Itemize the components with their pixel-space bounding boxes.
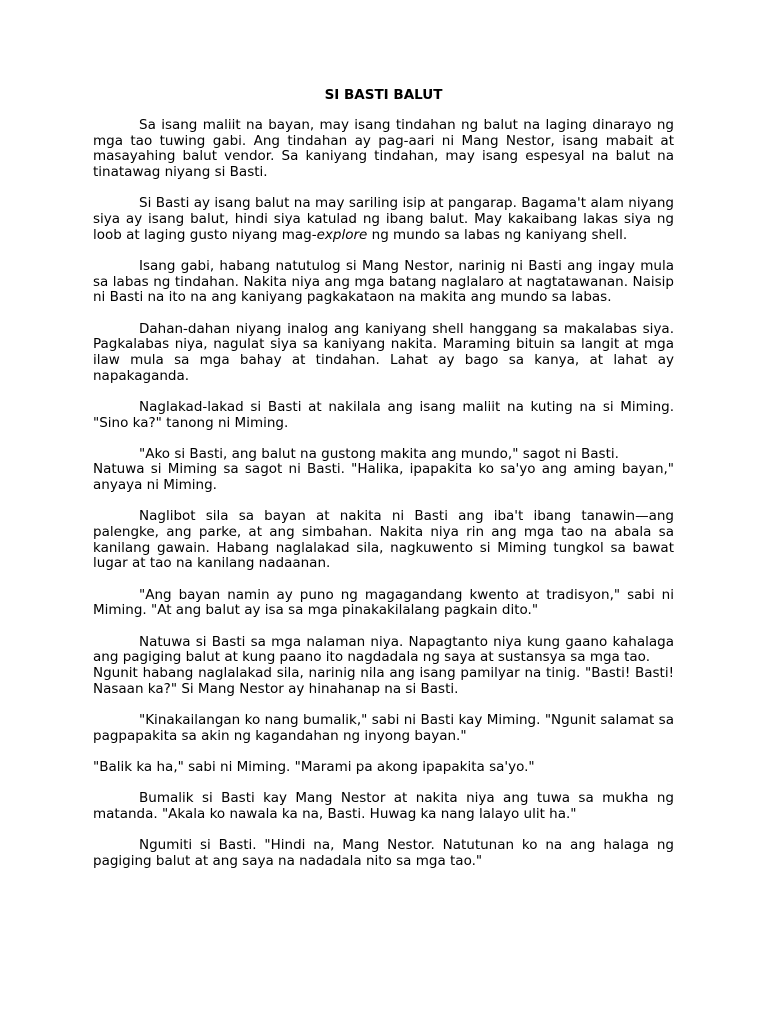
paragraph-12-text: "Balik ka ha," sabi ni Miming. "Marami pa akong ipapakita sa'yo." — [93, 758, 535, 775]
paragraph-6-rest: Natuwa si Miming sa sagot ni Basti. "Halika, ipapakita ko sa'yo ang aming bayan," anyaya ni Miming. — [93, 461, 674, 494]
paragraph-14-text: Ngumiti si Basti. "Hindi na, Mang Nestor. Natutunan ko na ang halaga ng pagiging balut at ang saya na nadadala nito sa mga tao." — [93, 836, 674, 869]
paragraph-2-italic-word: explore — [316, 226, 368, 243]
paragraph-7 — [93, 509, 674, 572]
paragraph-14 — [93, 838, 674, 869]
paragraph-6 — [93, 447, 674, 494]
paragraph-1-text: Sa isang maliit na bayan, may isang tindahan ng balut na laging dinarayo ng mga tao tuwing gabi. Ang tindahan ay pag-aari ni Mang Nestor, isang mabait at masayahing balut vendor. Sa kaniyang tindahan, may isang espesyal na balut na tinatawag niyang si Basti. — [93, 117, 674, 181]
paragraph-5 — [93, 400, 674, 431]
paragraph-2-text-end: ng mundo sa labas ng kaniyang shell. — [367, 226, 628, 243]
paragraph-12 — [93, 760, 674, 776]
paragraph-11 — [93, 713, 674, 744]
paragraph-2 — [93, 196, 674, 243]
paragraph-2-text — [93, 196, 674, 243]
paragraph-2-text-start: Si Basti ay isang balut na may sariling isip at pangarap. Bagama't alam niyang siya ay isang balut, hindi siya katulad ng ibang balut. May kakaibang lakas siya ng loob at laging gusto niyang mag- — [93, 195, 674, 243]
paragraph-3 — [93, 259, 674, 306]
paragraph-6-first-line: "Ako si Basti, ang balut na gustong makita ang mundo," sagot ni Basti. — [139, 445, 619, 462]
paragraph-13 — [93, 791, 674, 822]
paragraph-5-text: Naglakad-lakad si Basti at nakilala ang isang maliit na kuting na si Miming. "Sino ka?" tanong ni Miming. — [93, 398, 674, 431]
paragraph-9 — [93, 635, 674, 666]
paragraph-9-text: Natuwa si Basti sa mga nalaman niya. Napagtanto niya kung gaano kahalaga ang pagiging balut at kung paano ito nagdadala ng saya at sustansya sa mga tao. — [93, 633, 674, 666]
paragraph-4 — [93, 322, 674, 385]
paragraph-11-text: "Kinakailangan ko nang bumalik," sabi ni Basti kay Miming. "Ngunit salamat sa pagpapakita sa akin ng kagandahan ng inyong bayan." — [93, 711, 674, 744]
paragraph-3-text: Isang gabi, habang natutulog si Mang Nestor, narinig ni Basti ang ingay mula sa labas ng tindahan. Nakita niya ang mga batang naglalaro at nagtatawanan. Naisip ni Basti na ito na ang kaniyang pagkakataon na makita ang mundo sa labas. — [93, 257, 674, 306]
document-title: SI BASTI BALUT — [324, 87, 443, 103]
paragraph-7-text: Naglibot sila sa bayan at nakita ni Basti ang iba't ibang tanawin—ang palengke, ang parke, at ang simbahan. Nakita niya rin ang mga tao na abala sa kanilang gawain. Habang naglalakad sila, nagkuwento si Miming tungkol sa bawat lugar at tao na kanilang nadaanan. — [93, 508, 674, 572]
paragraph-10-text: Ngunit habang naglalakad sila, narinig nila ang isang pamilyar na tinig. "Basti! Basti! Nasaan ka?" Si Mang Nestor ay hinahanap na si Basti. — [93, 664, 674, 697]
paragraph-4-text: Dahan-dahan niyang inalog ang kaniyang shell hanggang sa makalabas siya. Pagkalabas niya, nagulat siya sa kaniyang nakita. Maraming bituin sa langit at mga ilaw mula sa mga bahay at tindahan. Lahat ay bago sa kanya, at lahat ay napakaganda. — [93, 320, 674, 384]
paragraph-13-text: Bumalik si Basti kay Mang Nestor at nakita niya ang tuwa sa mukha ng matanda. "Akala ko nawala ka na, Basti. Huwag ka nang lalayo ulit ha." — [93, 790, 674, 822]
document-page — [93, 87, 674, 885]
paragraph-8-text: "Ang bayan namin ay puno ng magagandang kwento at tradisyon," sabi ni Miming. "At ang balut ay isa sa mga pinakakilalang pagkain dito." — [93, 586, 674, 619]
paragraph-10 — [93, 666, 674, 697]
paragraph-8 — [93, 588, 674, 619]
paragraph-1 — [93, 118, 674, 181]
